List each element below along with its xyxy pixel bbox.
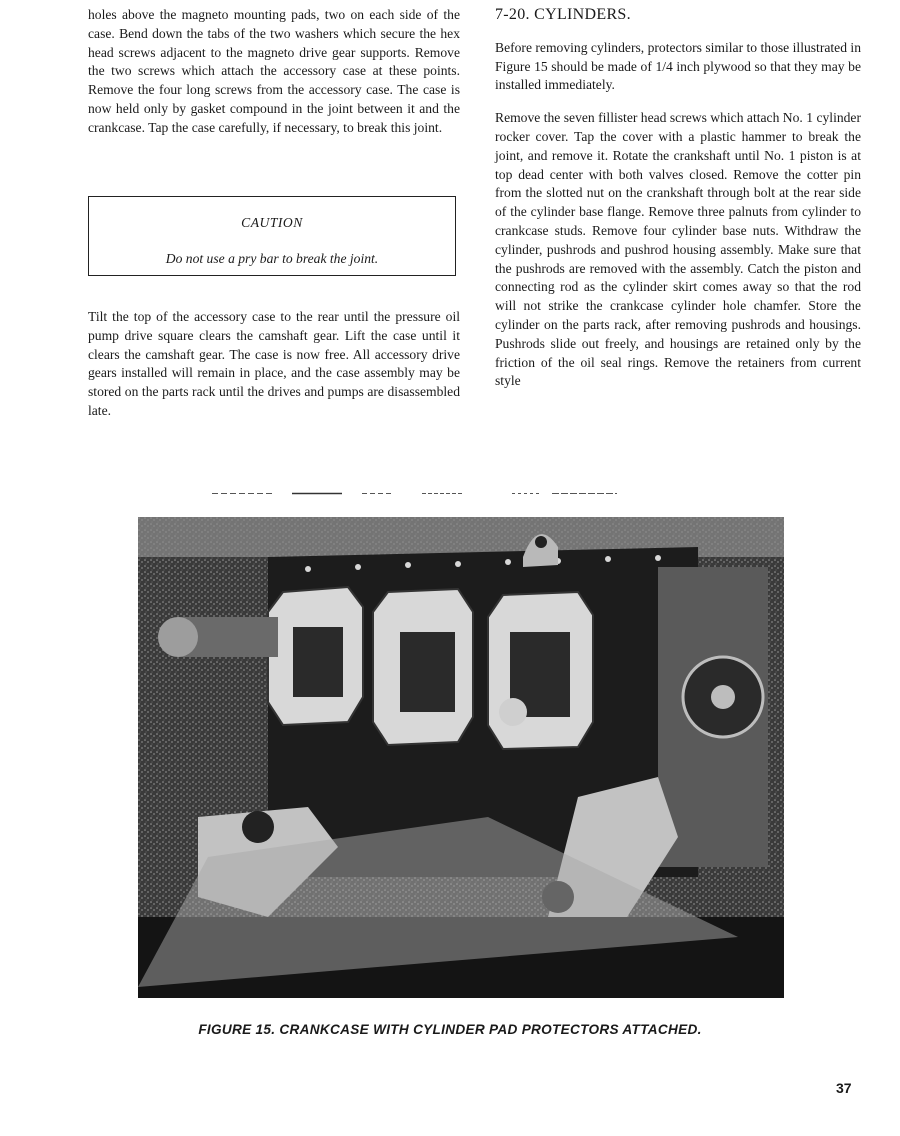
crankcase-photo — [138, 517, 784, 998]
left-column — [88, 6, 460, 138]
page-number: 37 — [836, 1080, 852, 1096]
caution-title: CAUTION — [241, 215, 303, 230]
figure-caption: FIGURE 15. CRANKCASE WITH CYLINDER PAD PROTECTORS ATTACHED. — [198, 1022, 702, 1037]
caution-text: Do not use a pry bar to break the joint. — [165, 251, 379, 266]
section-heading: 7-20. CYLINDERS. — [495, 6, 631, 23]
right-paragraph-2: Remove the seven fillister head screws which attach No. 1 cylinder rocker cover. Tap the cover with a plastic hammer to break the joint, and remove it. Rotate the crankshaft until No. 1 piston is at top dead center with both valves closed. Remove the cotter pin from the slotted nut on the crankshaft through bolt at the rear side of the cylinder base flange. Remove three palnuts from cylinder to crankcase studs. Remove four cylinder base nuts. Withdraw the cylinder, pushrods and pushrod housing assembly. Make sure that the pushrods are removed with the assembly. Catch the piston and connecting rod as the cylinder skirt comes away so that the rod will not strike the crankcase cylinder hole chamfer. Store the cylinder on the parts rack, after removing pushrods and housings. Pushrods slide out freely, and housings are retained only by the friction of the oil seal rings. Remove the retainers from current style — [495, 110, 861, 389]
right-column — [495, 6, 861, 391]
right-paragraph-1: Before removing cylinders, protectors similar to those illustrated in Figure 15 should be made of 1/4 inch plywood so that they may be installed immediately. — [495, 39, 861, 93]
caution-box — [88, 196, 456, 276]
left-paragraph-2: Tilt the top of the accessory case to the rear until the pressure oil pump drive square clears the camshaft gear. Lift the case until it clears the camshaft gear. The case is now free. All accessory drive gears installed will remain in place, and the case assembly may be stored on the parts rack until the drives and pumps are disassembled late. — [88, 309, 460, 418]
scan-artifact-dashes — [212, 492, 617, 495]
left-paragraph-1: holes above the magneto mounting pads, two on each side of the case. Bend down the tabs of the two washers which secure the hex head screws adjacent to the magneto drive gear supports. Remove the two screws which attach the accessory case at these points. Remove the four long screws from the accessory case. The case is now held only by gasket compound in the joint between it and the crankcase. Tap the case carefully, if necessary, to break this joint. — [88, 7, 460, 135]
